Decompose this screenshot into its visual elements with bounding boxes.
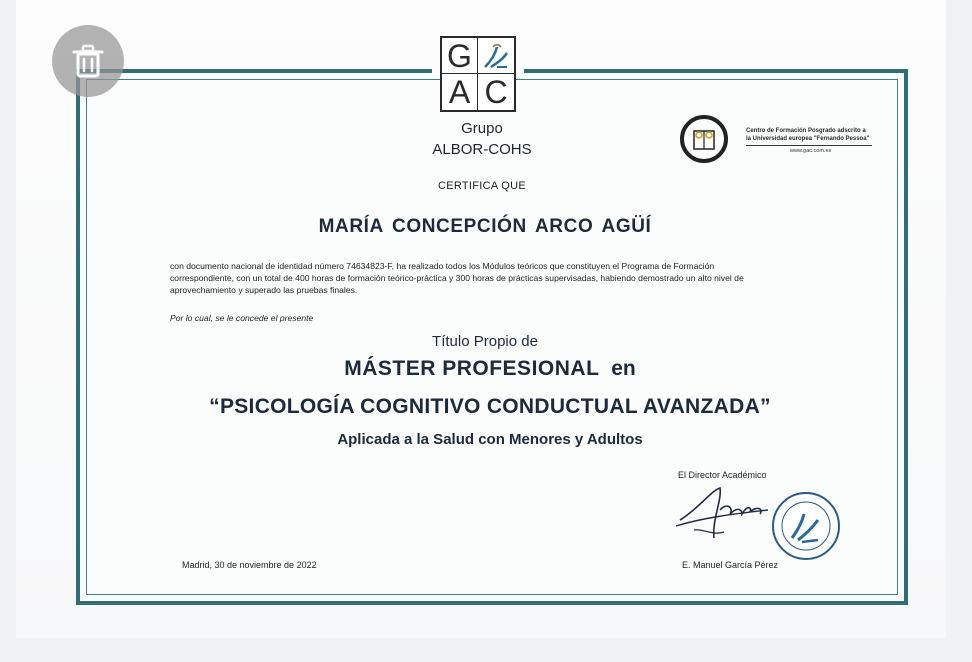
university-divider	[746, 145, 872, 146]
logo-letter-a: A	[442, 74, 478, 110]
director-signature	[672, 480, 772, 550]
program-title: “PSICOLOGÍA COGNITIVO CONDUCTUAL AVANZADA”	[209, 395, 771, 418]
concede-text: Por lo cual, se le concede el presente	[170, 313, 314, 323]
university-line-2: la Universidad europea "Fernando Pessoa"	[746, 136, 870, 142]
albor-seal-icon	[770, 490, 842, 562]
body-line: correspondiente, con un total de 400 horas de formación teórico-práctica y 300 horas de prácticas supervisadas, habiendo demostrado un alto nivel de	[170, 273, 744, 283]
place-date: Madrid, 30 de noviembre de 2022	[182, 560, 317, 570]
logo-letter-g: G	[442, 38, 478, 74]
master-label: MÁSTER PROFESIONAL	[344, 357, 600, 380]
body-line: con documento nacional de identidad número 74634823-F, ha realizado todos los Módulos teóricos que constituyen el Programa de Formación	[170, 261, 715, 271]
certifica-heading: CERTIFICA QUE	[437, 180, 527, 192]
bird-icon	[478, 38, 514, 74]
group-name: ALBOR-COHS	[432, 141, 532, 158]
delete-button[interactable]	[52, 25, 124, 97]
body-line: aprovechamiento y superado las pruebas finales.	[170, 285, 358, 295]
university-url: www.gac.com.es	[790, 148, 832, 154]
group-label: Grupo	[461, 120, 503, 137]
program-subtitle: Aplicada a la Salud con Menores y Adultos	[337, 431, 643, 448]
university-seal-icon	[680, 111, 728, 167]
master-en: en	[611, 357, 636, 380]
recipient-name: MARÍA CONCEPCIÓN ARCO AGÜÍ	[318, 216, 652, 237]
trash-icon	[68, 41, 108, 81]
master-title	[290, 357, 690, 381]
gac-logo	[440, 36, 516, 112]
logo-letter-c: C	[484, 74, 508, 110]
titulo-propio: Título Propio de	[432, 333, 538, 350]
certificate-body	[170, 260, 810, 296]
director-title: El Director Académico	[678, 470, 767, 480]
university-line-1: Centro de Formación Posgrado adscrito a	[746, 128, 866, 134]
director-name: E. Manuel García Pérez	[682, 560, 779, 570]
